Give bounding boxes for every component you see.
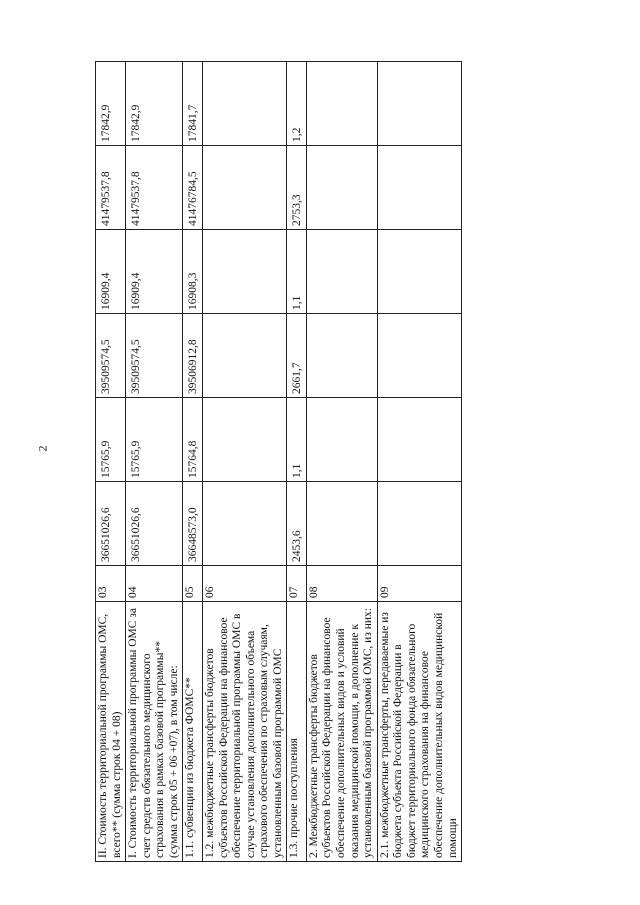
value-cell: 39509574,5 [126, 314, 183, 398]
table-row [306, 62, 377, 862]
value-cell: 15765,9 [96, 398, 126, 482]
row-name-cell: 2. Межбюджетные трансферты бюджетов субъектов Российской Федерации на финансовое обеспечение дополнительных видов и условий оказания медицинской помощи, в дополнение к установленным базовой программой ОМС, из них: [306, 602, 377, 862]
row-name-cell: 2.1. межбюджетные трансферты, передаваемые из бюджета субъекта Российской Федерации в бюджет территориального фонда обязательного медицинского страхования на финансовое обеспечение дополнительных видов медицинской помощи [377, 602, 461, 862]
row-name-cell: I. Стоимость территориальной программы ОМС за счет средств обязательного медицинского страхования в рамках базовой программы** (сумма строк 05 + 06 +07), в том числе: [126, 602, 183, 862]
value-cell [202, 146, 286, 230]
value-cell [306, 230, 377, 314]
value-cell: 36651026,6 [96, 482, 126, 566]
row-code-cell: 04 [126, 566, 183, 602]
value-cell: 39506912,8 [183, 314, 203, 398]
table-row [377, 62, 461, 862]
value-cell: 1,1 [287, 230, 307, 314]
value-cell: 1,1 [287, 398, 307, 482]
value-cell: 2753,3 [287, 146, 307, 230]
row-code-cell: 07 [287, 566, 307, 602]
row-code-cell: 06 [202, 566, 286, 602]
value-cell: 2661,7 [287, 314, 307, 398]
value-cell [306, 482, 377, 566]
row-name-cell: 1.3. прочие поступления [287, 602, 307, 862]
value-cell [377, 482, 461, 566]
value-cell [377, 62, 461, 146]
row-code-cell: 05 [183, 566, 203, 602]
table-row [183, 62, 203, 862]
value-cell: 15764,8 [183, 398, 203, 482]
value-cell: 16908,3 [183, 230, 203, 314]
value-cell: 36651026,6 [126, 482, 183, 566]
value-cell [202, 62, 286, 146]
value-cell: 16909,4 [96, 230, 126, 314]
row-code-cell: 03 [96, 566, 126, 602]
value-cell [306, 146, 377, 230]
value-cell [377, 398, 461, 482]
value-cell [377, 314, 461, 398]
cost-table [95, 61, 462, 862]
row-name-cell: 1.1. субвенции из бюджета ФОМС** [183, 602, 203, 862]
value-cell: 2453,6 [287, 482, 307, 566]
value-cell: 41479537,8 [96, 146, 126, 230]
value-cell: 16909,4 [126, 230, 183, 314]
page-number: 2 [35, 445, 50, 452]
value-cell: 1,2 [287, 62, 307, 146]
value-cell [202, 398, 286, 482]
value-cell [306, 398, 377, 482]
value-cell: 17842,9 [96, 62, 126, 146]
table-row [202, 62, 286, 862]
table-row [96, 62, 126, 862]
value-cell [202, 314, 286, 398]
row-name-cell: 1.2. межбюджетные трансферты бюджетов субъектов Российской Федерации на финансовое обеспечение территориальной программы ОМС в случае установления дополнительного объема страхового обеспечения по страховым случаям, установленным базовой программой ОМС [202, 602, 286, 862]
value-cell: 41476784,5 [183, 146, 203, 230]
value-cell [202, 482, 286, 566]
value-cell [306, 314, 377, 398]
table-row [287, 62, 307, 862]
value-cell [202, 230, 286, 314]
table-row [126, 62, 183, 862]
value-cell: 39509574,5 [96, 314, 126, 398]
value-cell: 41479537,8 [126, 146, 183, 230]
row-code-cell: 09 [377, 566, 461, 602]
value-cell [377, 146, 461, 230]
rotated-table-container [95, 62, 600, 862]
value-cell: 17842,9 [126, 62, 183, 146]
value-cell [306, 62, 377, 146]
row-code-cell: 08 [306, 566, 377, 602]
value-cell: 36648573,0 [183, 482, 203, 566]
value-cell [377, 230, 461, 314]
value-cell: 15765,9 [126, 398, 183, 482]
row-name-cell: II. Стоимость территориальной программы ОМС, всего** (сумма строк 04 + 08) [96, 602, 126, 862]
value-cell: 17841,7 [183, 62, 203, 146]
